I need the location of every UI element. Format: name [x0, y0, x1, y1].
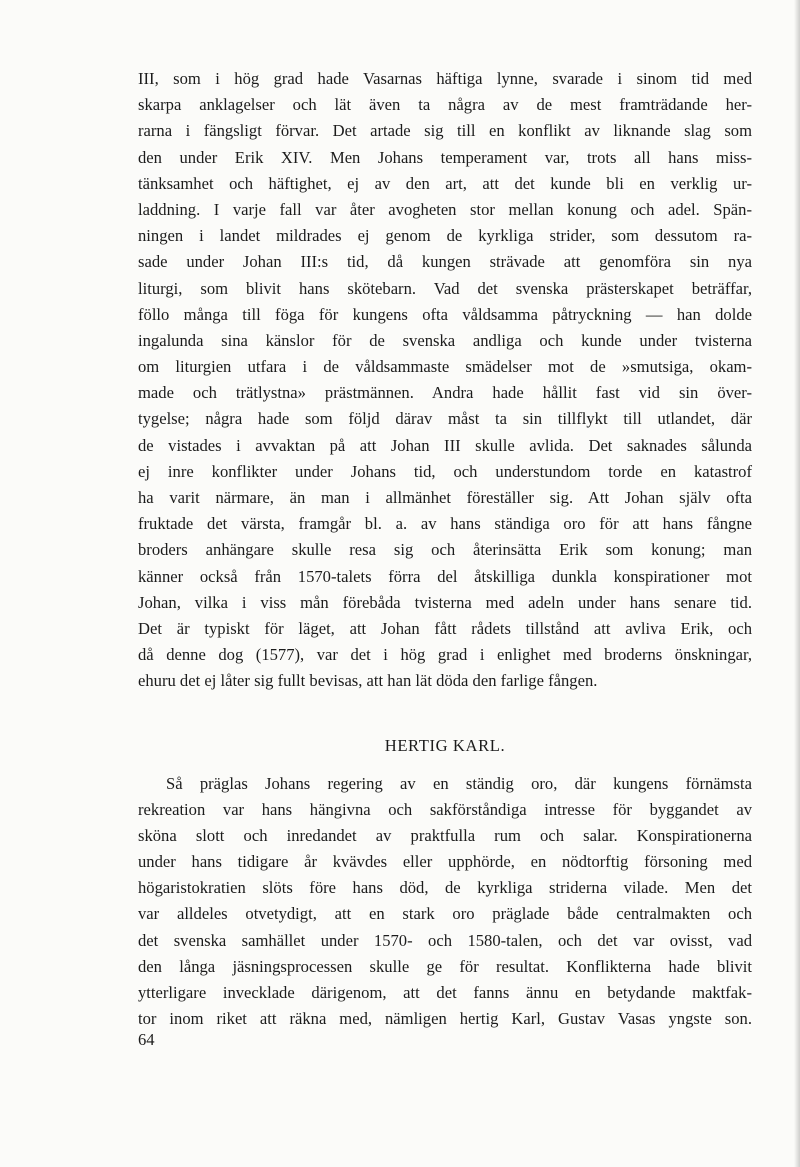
page-body — [138, 66, 752, 1032]
page-edge-shadow — [794, 0, 800, 1167]
text-line: tor inom riket att räkna med, nämligen hertig Karl, Gustav Vasas yngste son. — [138, 1009, 752, 1029]
text-line: den långa jäsningsprocessen skulle ge för resultat. Konflikterna hade blivit — [138, 956, 752, 976]
text-line: sade under Johan III:s tid, då kungen strävade att genomföra sin nya — [138, 252, 752, 272]
text-line: tygelse; några hade som följd därav måst ta sin tillflykt till utlandet, där — [138, 409, 752, 429]
text-line: III, som i hög grad hade Vasarnas häftiga lynne, svarade i sinom tid med — [138, 69, 752, 88]
paragraph-2 — [138, 771, 752, 1033]
page-number: 64 — [138, 1030, 155, 1049]
text-line: ningen i landet mildrades ej genom de kyrkliga strider, som dessutom ra- — [138, 226, 752, 246]
text-line: skarpa anklagelser och lät även ta några av de mest framträdande her- — [138, 95, 752, 115]
text-line: det svenska samhället under 1570- och 1580-talen, och det var ovisst, vad — [138, 930, 752, 950]
text-line: rarna i fängsligt förvar. Det artade sig till en konflikt av liknande slag som — [138, 121, 752, 141]
text-line: då denne dog (1577), var det i hög grad i enlighet med broderns önskningar, — [138, 645, 752, 665]
text-line: liturgi, som blivit hans skötebarn. Vad det svenska prästerskapet beträffar, — [138, 278, 752, 298]
text-line: de vistades i avvaktan på att Johan III skulle avlida. Det saknades sålunda — [138, 435, 752, 455]
text-line: broders anhängare skulle resa sig och återinsätta Erik som konung; man — [138, 540, 752, 560]
text-line: Så präglas Johans regering av en ständig oro, där kungens förnämsta — [166, 773, 752, 793]
text-line: made och trätlystna» prästmännen. Andra hade hållit fast vid sin över- — [138, 383, 752, 403]
text-line: var alldeles otvetydigt, att en stark oro präglade både centralmakten och — [138, 904, 752, 924]
text-line: under hans tidigare år kvävdes eller upphörde, en nödtorftig försoning med — [138, 852, 752, 872]
text-line: ytterligare invecklade därigenom, att det fanns ännu en betydande maktfak- — [138, 983, 752, 1002]
text-line: sköna slott och inredandet av praktfulla rum och salar. Konspirationerna — [138, 825, 752, 845]
section-heading: HERTIG KARL. — [384, 735, 506, 755]
text-line: ingalunda sina känslor för de svenska andliga och kunde under tvisterna — [138, 330, 752, 350]
text-line: känner också från 1570-talets förra del åtskilliga dunkla konspirationer mot — [138, 566, 752, 586]
text-line: ej inre konflikter under Johans tid, och understundom torde en katastrof — [138, 461, 752, 481]
text-line: högaristokratien slöts före hans död, de kyrkliga striderna vilade. Men det — [138, 878, 752, 898]
text-line: Det är typiskt för läget, att Johan fått rådets tillstånd att avliva Erik, och — [138, 618, 752, 638]
text-line: laddning. I varje fall var åter avogheten stor mellan konung och adel. Spän- — [138, 199, 752, 219]
text-line: om liturgien utfara i de våldsammaste smädelser mot de »smutsiga, okam- — [138, 357, 752, 377]
text-line: fruktade det värsta, framgår bl. a. av hans ständiga oro för att hans fångne — [138, 514, 752, 534]
text-line: den under Erik XIV. Men Johans temperament var, trots all hans miss- — [138, 147, 752, 167]
text-line: tänksamhet och häftighet, ej av den art, att det kunde bli en verklig ur- — [138, 173, 752, 193]
text-line: ehuru det ej låter sig fullt bevisas, att han lät döda den farlige fången. — [138, 671, 598, 691]
text-line: rekreation var hans hängivna och sakförståndiga intresse för byggandet av — [138, 799, 752, 819]
paragraph-1 — [138, 66, 752, 695]
text-line: föllo många till föga för kungens ofta våldsamma påtryckning — han dolde — [138, 304, 752, 324]
text-line: Johan, vilka i viss mån förebåda tvisterna med adeln under hans senare tid. — [138, 592, 752, 612]
text-line: ha varit närmare, än man i allmänhet föreställer sig. Att Johan själv ofta — [138, 488, 752, 507]
